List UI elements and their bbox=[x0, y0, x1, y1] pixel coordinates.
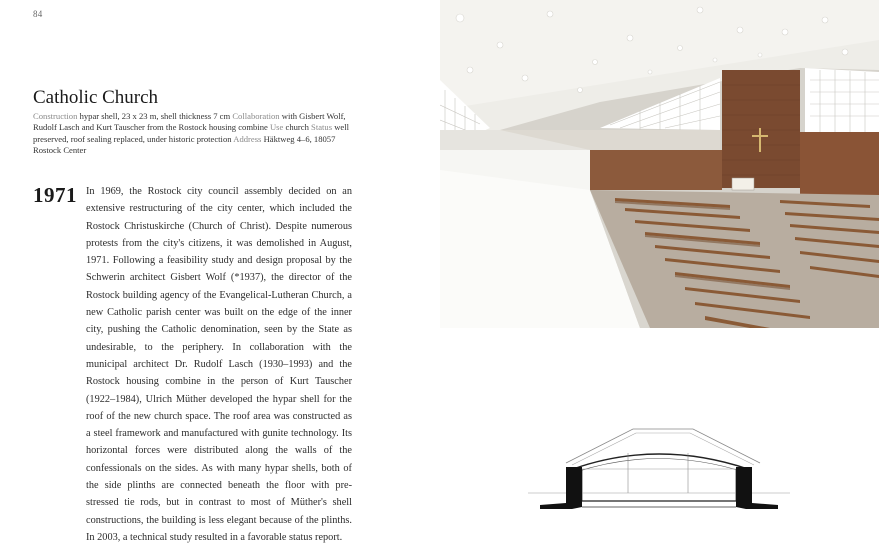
meta-label: Use bbox=[269, 122, 284, 133]
meta-label: Status bbox=[311, 122, 333, 133]
project-metadata bbox=[33, 111, 355, 156]
cross-section-drawing bbox=[528, 425, 790, 517]
meta-label: Construction bbox=[33, 111, 78, 121]
meta-value: with Gisbert Wolf, Rudolf Lasch and Kurt Tauscher from the Rostock housing combine bbox=[33, 111, 346, 133]
meta-value: well preserved, roof sealing replaced, under historic protection bbox=[33, 122, 350, 144]
meta-value: hypar shell, 23 x 23 m, shell thickness 7 cm bbox=[79, 111, 231, 121]
meta-value: church bbox=[285, 122, 309, 133]
meta-label: Collaboration bbox=[232, 111, 280, 121]
page-number: 84 bbox=[33, 9, 43, 19]
meta-label: Address bbox=[233, 133, 262, 144]
meta-value: Häktweg 4–6, 18057 Rostock Center bbox=[33, 133, 336, 155]
year-heading: 1971 bbox=[33, 183, 77, 207]
body-text: In 1969, the Rostock city council assembly decided on an extensive restructuring of the city center, which included the Rostock Christuskirche (Church of Christ). Despite numerous protests from the city's citizens, it was demolished in August, 1971. Following a feasibility study and design proposal by the Schwerin architect Gisbert Wolf (*1937), the director of the Rostock building agency of the Evangelical-Lutheran Church, a new Catholic parish center was built on the edge of the inner city, pushing the Catholic denomination, seen by the State as undesirable, to the periphery. In collaboration with the municipal architect Dr. Rudolf Lasch (1930–1993) and the Rostock housing combine in the person of Kurt Tauscher (1922–1984), Ulrich Müther developed the hypar shell for the roof of the new church space. The roof area was constructed as a steel framework and manufactured with gunite technology. Its horizontal forces were distributed along the walls of the confessionals on the sides. As with many hypar shells, both of the side plinths are connected beneath the floor with pre-stressed tie rods, but in contrast to most of Müther's shell constructions, the building is less elegant because of the plinths. In 2003, a technical study resulted in a favorable status report. bbox=[86, 186, 352, 543]
page-title: Catholic Church bbox=[33, 87, 159, 108]
church-interior-photo bbox=[440, 0, 879, 328]
